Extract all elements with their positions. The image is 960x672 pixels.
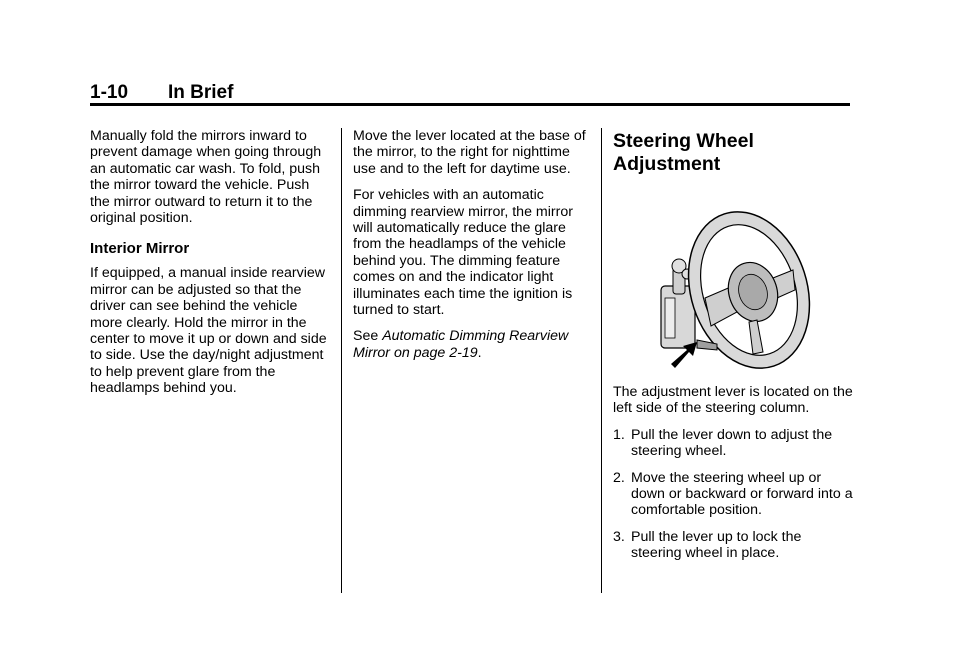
see-reference (353, 328, 588, 361)
adjustment-steps (613, 427, 853, 562)
see-prefix: See (353, 328, 383, 345)
lever-paragraph: Move the lever located at the base of the mirror, to the right for nighttime use and to the left for daytime use. (353, 128, 586, 177)
page-number: 1-10 (90, 82, 129, 103)
header-rule (90, 103, 850, 106)
steering-wheel-illustration (653, 186, 813, 376)
column-divider-2 (601, 128, 602, 593)
adjustment-lever-paragraph: The adjustment lever is located on the left side of the steering column. (613, 384, 853, 417)
column-divider-1 (341, 128, 342, 593)
step-text: Pull the lever up to lock the steering wheel in place. (631, 528, 802, 562)
interior-mirror-heading: Interior Mirror (90, 240, 190, 258)
column-2 (353, 128, 588, 371)
column-3 (613, 128, 853, 572)
section-title: In Brief (168, 82, 234, 103)
step-text: Move the steering wheel up or down or backward or forward into a comfortable position. (631, 469, 853, 519)
step-number: 2. (613, 469, 625, 486)
step-item (613, 427, 853, 460)
interior-mirror-paragraph: If equipped, a manual inside rearview mirror can be adjusted so that the driver can see behind the vehicle more clearly. Hold the mirror in the center to move it up or down and side to side. Use the day/night adjustment to help prevent glare from the headlamps behind you. (90, 265, 327, 397)
auto-dimming-paragraph: For vehicles with an automatic dimming rearview mirror, the mirror will automatically reduce the glare from the headlamps of the vehicle behind you. The dimming feature comes on and the indicator light illuminates each time the ignition is turned to start. (353, 187, 573, 319)
column-1 (90, 128, 330, 407)
step-item (613, 529, 853, 562)
cross-reference-link[interactable]: Automatic Dimming Rearview Mirror on page 2-19 (353, 328, 569, 361)
mirror-fold-paragraph: Manually fold the mirrors inward to prevent damage when going through an automatic car wash. To fold, push the mirror toward the vehicle. Push the mirror outward to return it to the original position. (90, 128, 322, 227)
heading-line-1: Steering Wheel (613, 130, 754, 152)
step-text: Pull the lever down to adjust the steering wheel. (631, 426, 833, 460)
step-number: 1. (613, 426, 625, 443)
see-suffix: . (477, 344, 482, 361)
heading-line-2: Adjustment (613, 153, 721, 175)
step-item (613, 470, 853, 519)
step-number: 3. (613, 528, 625, 545)
steering-wheel-heading (613, 130, 853, 176)
